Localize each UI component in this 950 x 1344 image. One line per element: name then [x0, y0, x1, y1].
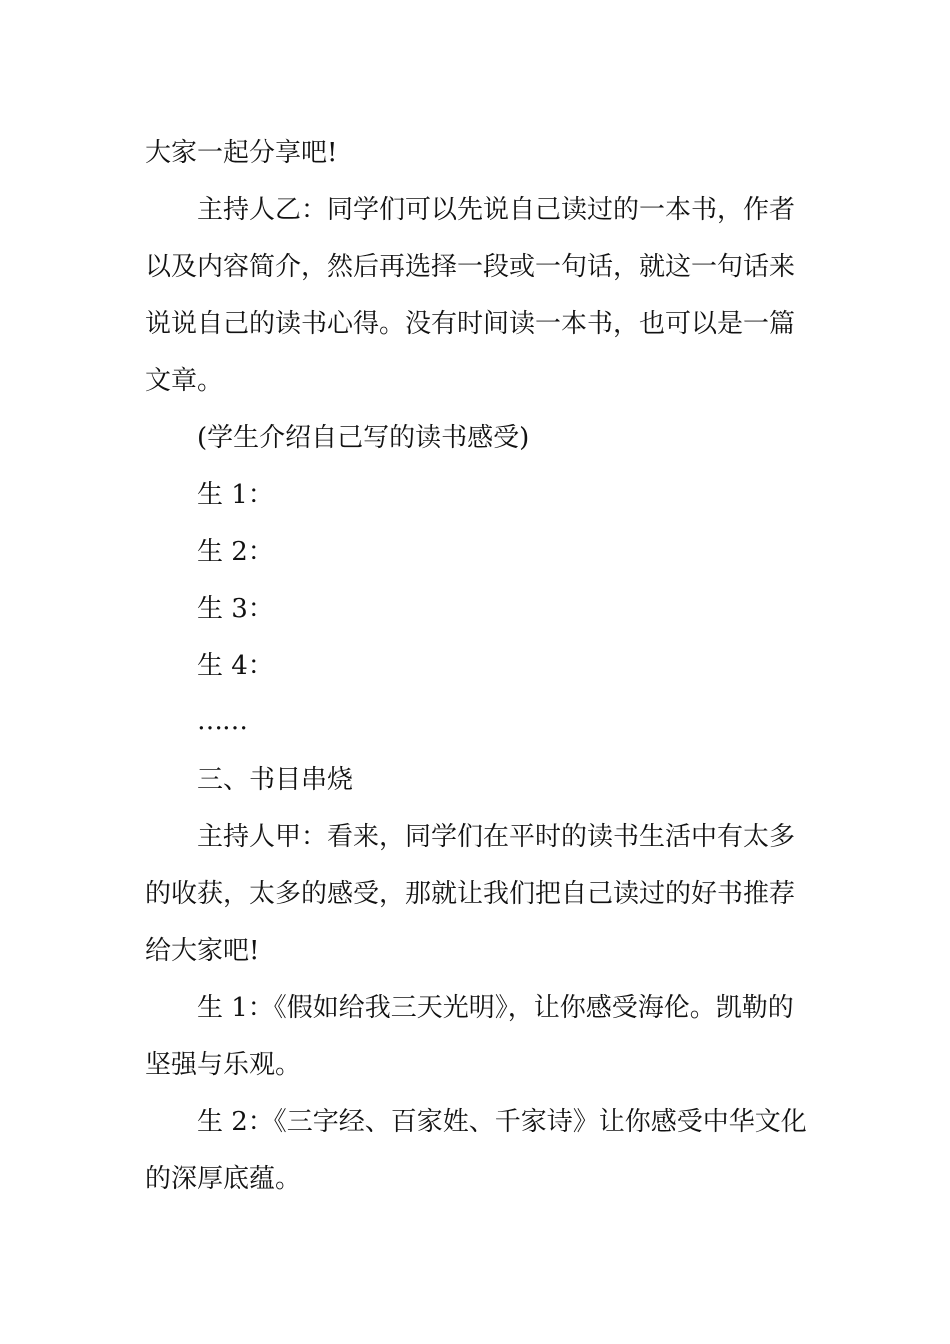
text-line: 生 4：	[197, 651, 274, 681]
text-line: 说说自己的读书心得。没有时间读一本书，也可以是一篇	[145, 309, 796, 339]
text-line: 生 2：《三字经、百家姓、千家诗》让你感受中华文化	[197, 1107, 807, 1137]
text-line: 的收获，太多的感受，那就让我们把自己读过的好书推荐	[145, 879, 796, 909]
text-line: (学生介绍自己写的读书感受)	[197, 423, 530, 453]
text-line: 给大家吧!	[145, 936, 260, 966]
text-line: 文章。	[145, 366, 224, 396]
text-line: 生 2：	[197, 537, 274, 567]
text-line: 大家一起分享吧!	[145, 138, 338, 168]
text-line: 坚强与乐观。	[145, 1050, 302, 1080]
text-line: 生 1：《假如给我三天光明》，让你感受海伦。凯勒的	[197, 993, 794, 1023]
text-line: 生 3：	[197, 594, 274, 624]
text-line: 主持人乙：同学们可以先说自己读过的一本书，作者	[197, 195, 796, 225]
ellipsis-line: ……	[197, 706, 247, 736]
text-line: 以及内容简介，然后再选择一段或一句话，就这一句话来	[145, 252, 796, 282]
text-line: 的深厚底蕴。	[145, 1164, 302, 1194]
text-line: 生 1：	[197, 480, 274, 510]
section-heading: 三、书目串烧	[197, 765, 354, 795]
text-line: 主持人甲：看来，同学们在平时的读书生活中有太多	[197, 822, 796, 852]
